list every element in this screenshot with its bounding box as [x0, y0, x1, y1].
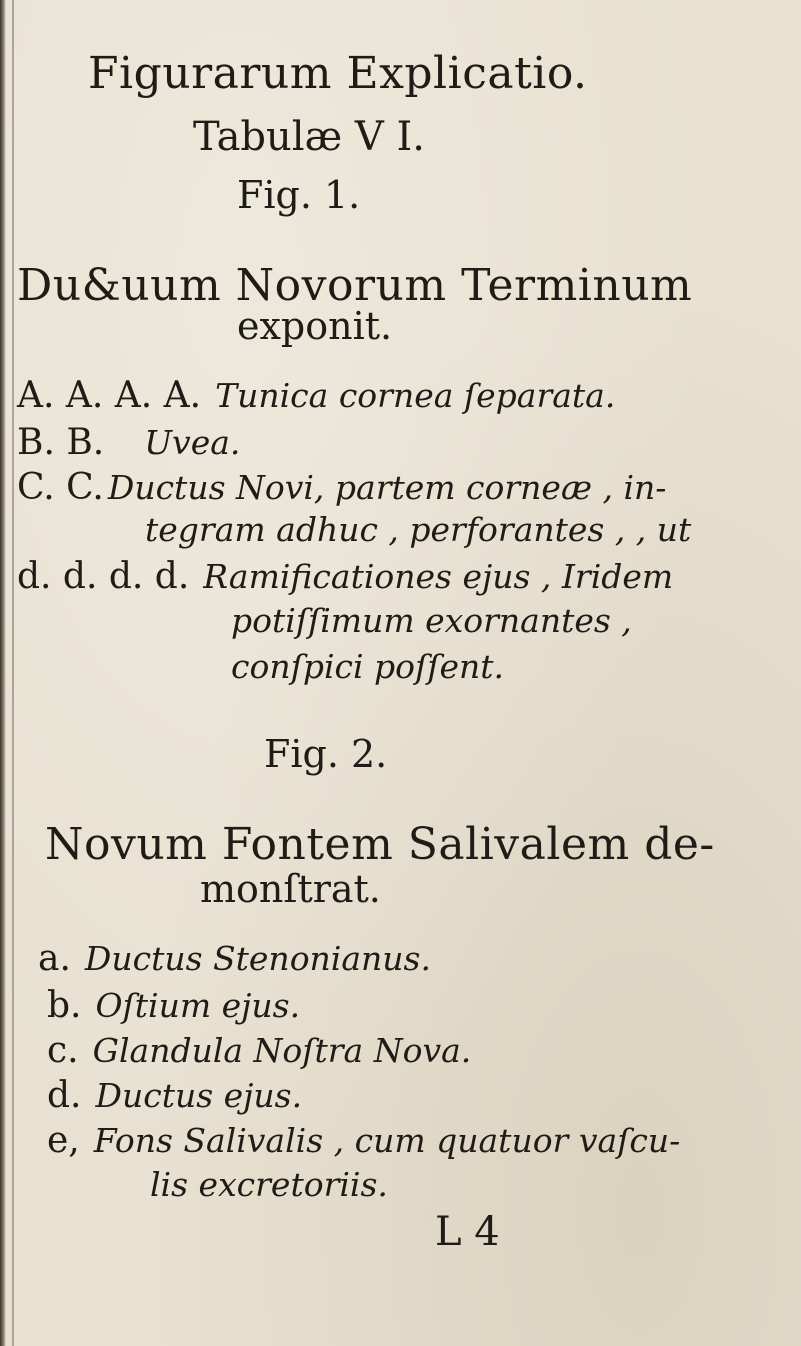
- legend-continuation: lis excretoriis.: [150, 1165, 388, 1204]
- figure-2-caption-line-1: Novum Fontem Salivalem de-: [45, 819, 715, 870]
- legend-label: a.: [38, 938, 71, 979]
- legend-label: c.: [47, 1030, 79, 1071]
- legend-label: B. B.: [17, 422, 105, 463]
- legend-text: Oſtium ejus.: [95, 986, 301, 1025]
- legend-label: d.: [47, 1075, 82, 1116]
- legend-text: Ductus Stenonianus.: [84, 939, 431, 978]
- legend-entry: [47, 1075, 303, 1116]
- legend-text: Glandula Noſtra Nova.: [92, 1031, 472, 1070]
- legend-entry: [17, 556, 674, 597]
- tabula-heading: Tabulæ V I.: [193, 114, 426, 160]
- legend-entry: [47, 1030, 472, 1071]
- page-rule-line: [12, 0, 14, 1346]
- legend-entry: [47, 985, 301, 1026]
- legend-label: e,: [47, 1120, 80, 1161]
- main-title: Figurarum Explicatio.: [88, 48, 588, 99]
- legend-label: d. d. d. d.: [17, 556, 190, 597]
- legend-entry: [38, 938, 431, 979]
- legend-text: Ramificationes ejus , Iridem: [203, 557, 674, 596]
- legend-text: Ductus Novi, partem corneæ , in-: [107, 468, 667, 507]
- legend-entry: [17, 467, 667, 508]
- figure-1-caption-line-2: exponit.: [237, 304, 393, 348]
- legend-continuation: conſpici poſſent.: [231, 647, 504, 686]
- legend-continuation: tegram adhuc , perforantes , , ut: [145, 510, 692, 549]
- signature-mark: L 4: [435, 1209, 500, 1255]
- legend-entry: [17, 375, 616, 416]
- legend-text: Fons Salivalis , cum quatuor vaſcu-: [93, 1121, 681, 1160]
- legend-label: C. C.: [17, 467, 104, 508]
- figure-1-caption-line-1: Du&uum Novorum Terminum: [17, 260, 693, 311]
- legend-entry: [47, 1120, 681, 1161]
- legend-continuation: potiſſimum exornantes ,: [231, 601, 632, 640]
- page-binding-edge: [0, 0, 6, 1346]
- legend-text: Uvea.: [144, 423, 241, 462]
- legend-label: A. A. A. A.: [17, 375, 202, 416]
- legend-text: Tunica cornea ſeparata.: [215, 376, 616, 415]
- figure-2-heading: Fig. 2.: [264, 732, 388, 776]
- figure-2-caption-line-2: monſtrat.: [200, 867, 381, 911]
- legend-label: b.: [47, 985, 82, 1026]
- legend-entry: [17, 422, 241, 463]
- legend-text: Ductus ejus.: [95, 1076, 303, 1115]
- figure-1-heading: Fig. 1.: [237, 173, 361, 217]
